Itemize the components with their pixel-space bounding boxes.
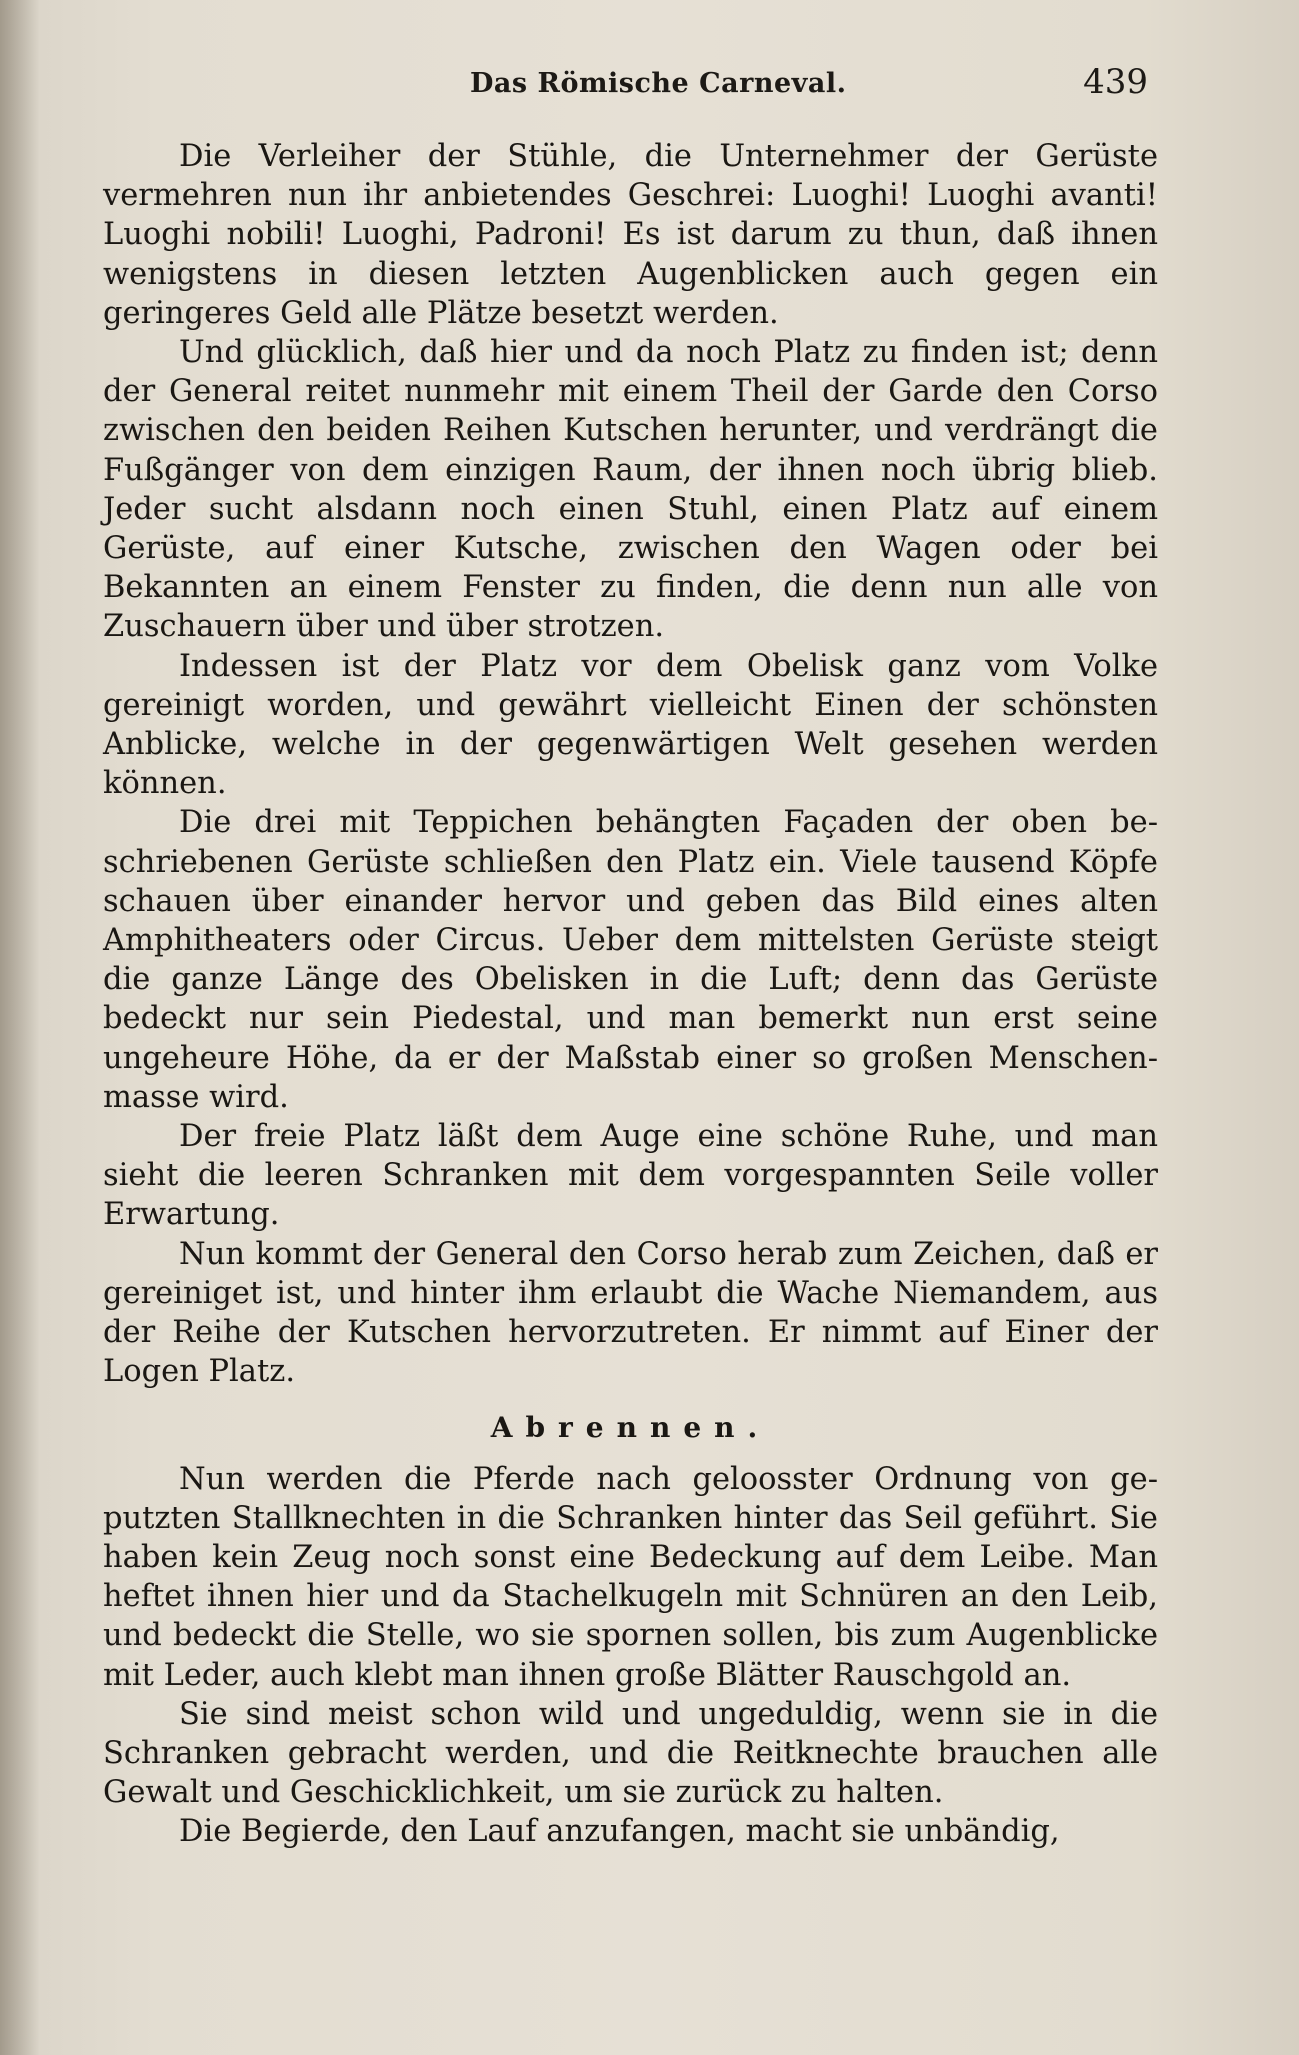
paragraph: Die Begierde, den Lauf anzufangen, macht sie unbändig, [179,1814,1060,1850]
paragraph: Der freie Platz läßt dem Auge eine schöne Ruhe, und man sieht die leeren Schranken mit dem vorgespannten Seile voller Erwartung. [103,1119,1158,1233]
paragraph: Indessen ist der Platz vor dem Obelisk ganz vom Volke gereinigt worden, und gewährt vielleicht Einen der schönsten Anblicke, welche in der gegenwärtigen Welt gesehen werden können. [103,648,1158,802]
paragraph: Die drei mit Teppichen behängten Façaden der oben beschriebenen Gerüste schließen den Platz ein. Viele tausend Köpfe schauen über einander hervor und geben das Bild eines alten Amphitheaters oder Circus. Ueber dem mittelsten Gerüste steigt die ganze Länge des Obelisken in die Luft; denn das Gerüste bedeckt nur sein Piedestal, und man bemerkt nun erst seine ungeheure Höhe, da er der Maßstab einer so großen Menschenmasse wird. [103,805,1158,1115]
paragraph: Und glücklich, daß hier und da noch Platz zu finden ist; denn der General reitet nunmehr mit einem Theil der Garde den Corso zwischen den beiden Reihen Kutschen herunter, und verdrängt die Fußgänger von dem einzigen Raum, der ihnen noch übrig blieb. Jeder sucht alsdann noch einen Stuhl, einen Platz auf einem Gerüste, auf einer Kutsche, zwischen den Wagen oder bei Bekannten an einem Fenster zu finden, die denn nun alle von Zuschauern über und über strotzen. [103,335,1158,645]
body-text [103,137,1158,1852]
paragraph: Sie sind meist schon wild und ungeduldig, wenn sie in die Schranken gebracht werden, und die Reitknechte brauchen alle Gewalt und Geschicklichkeit, um sie zurück zu halten. [103,1696,1158,1811]
section-heading: Abrennen. [490,1410,771,1444]
paragraph: Nun werden die Pferde nach geloosster Ordnung von geputzten Stallknechten in die Schranken hinter das Seil geführt. Sie haben kein Zeug noch sonst eine Bedeckung auf dem Leibe. Man heftet ihnen hier und da Stachelkugeln mit Schnüren an den Leib, und bedeckt die Stelle, wo sie spornen sollen, bis zum Augenblicke mit Leder, auch klebt man ihnen große Blätter Rauschgold an. [103,1461,1158,1693]
running-title: Das Römische Carneval. [470,68,847,99]
page-header [100,62,1160,112]
paragraph: Nun kommt der General den Corso herab zum Zeichen, daß er gereiniget ist, und hinter ihm erlaubt die Wache Niemandem, aus der Reihe der Kutschen hervorzutreten. Er nimmt auf Einer der Logen Platz. [103,1236,1158,1390]
page-gutter-shadow [0,0,40,2055]
page-number: 439 [1083,62,1148,102]
paragraph: Die Verleiher der Stühle, die Unternehmer der Gerüste vermehren nun ihr anbietendes Geschrei: Luoghi! Luoghi avanti! Luoghi nobili! Luoghi, Padroni! Es ist darum zu thun, daß ihnen wenigstens in diesen letzten Augenblicken auch gegen ein geringeres Geld alle Plätze besetzt werden. [103,139,1158,331]
